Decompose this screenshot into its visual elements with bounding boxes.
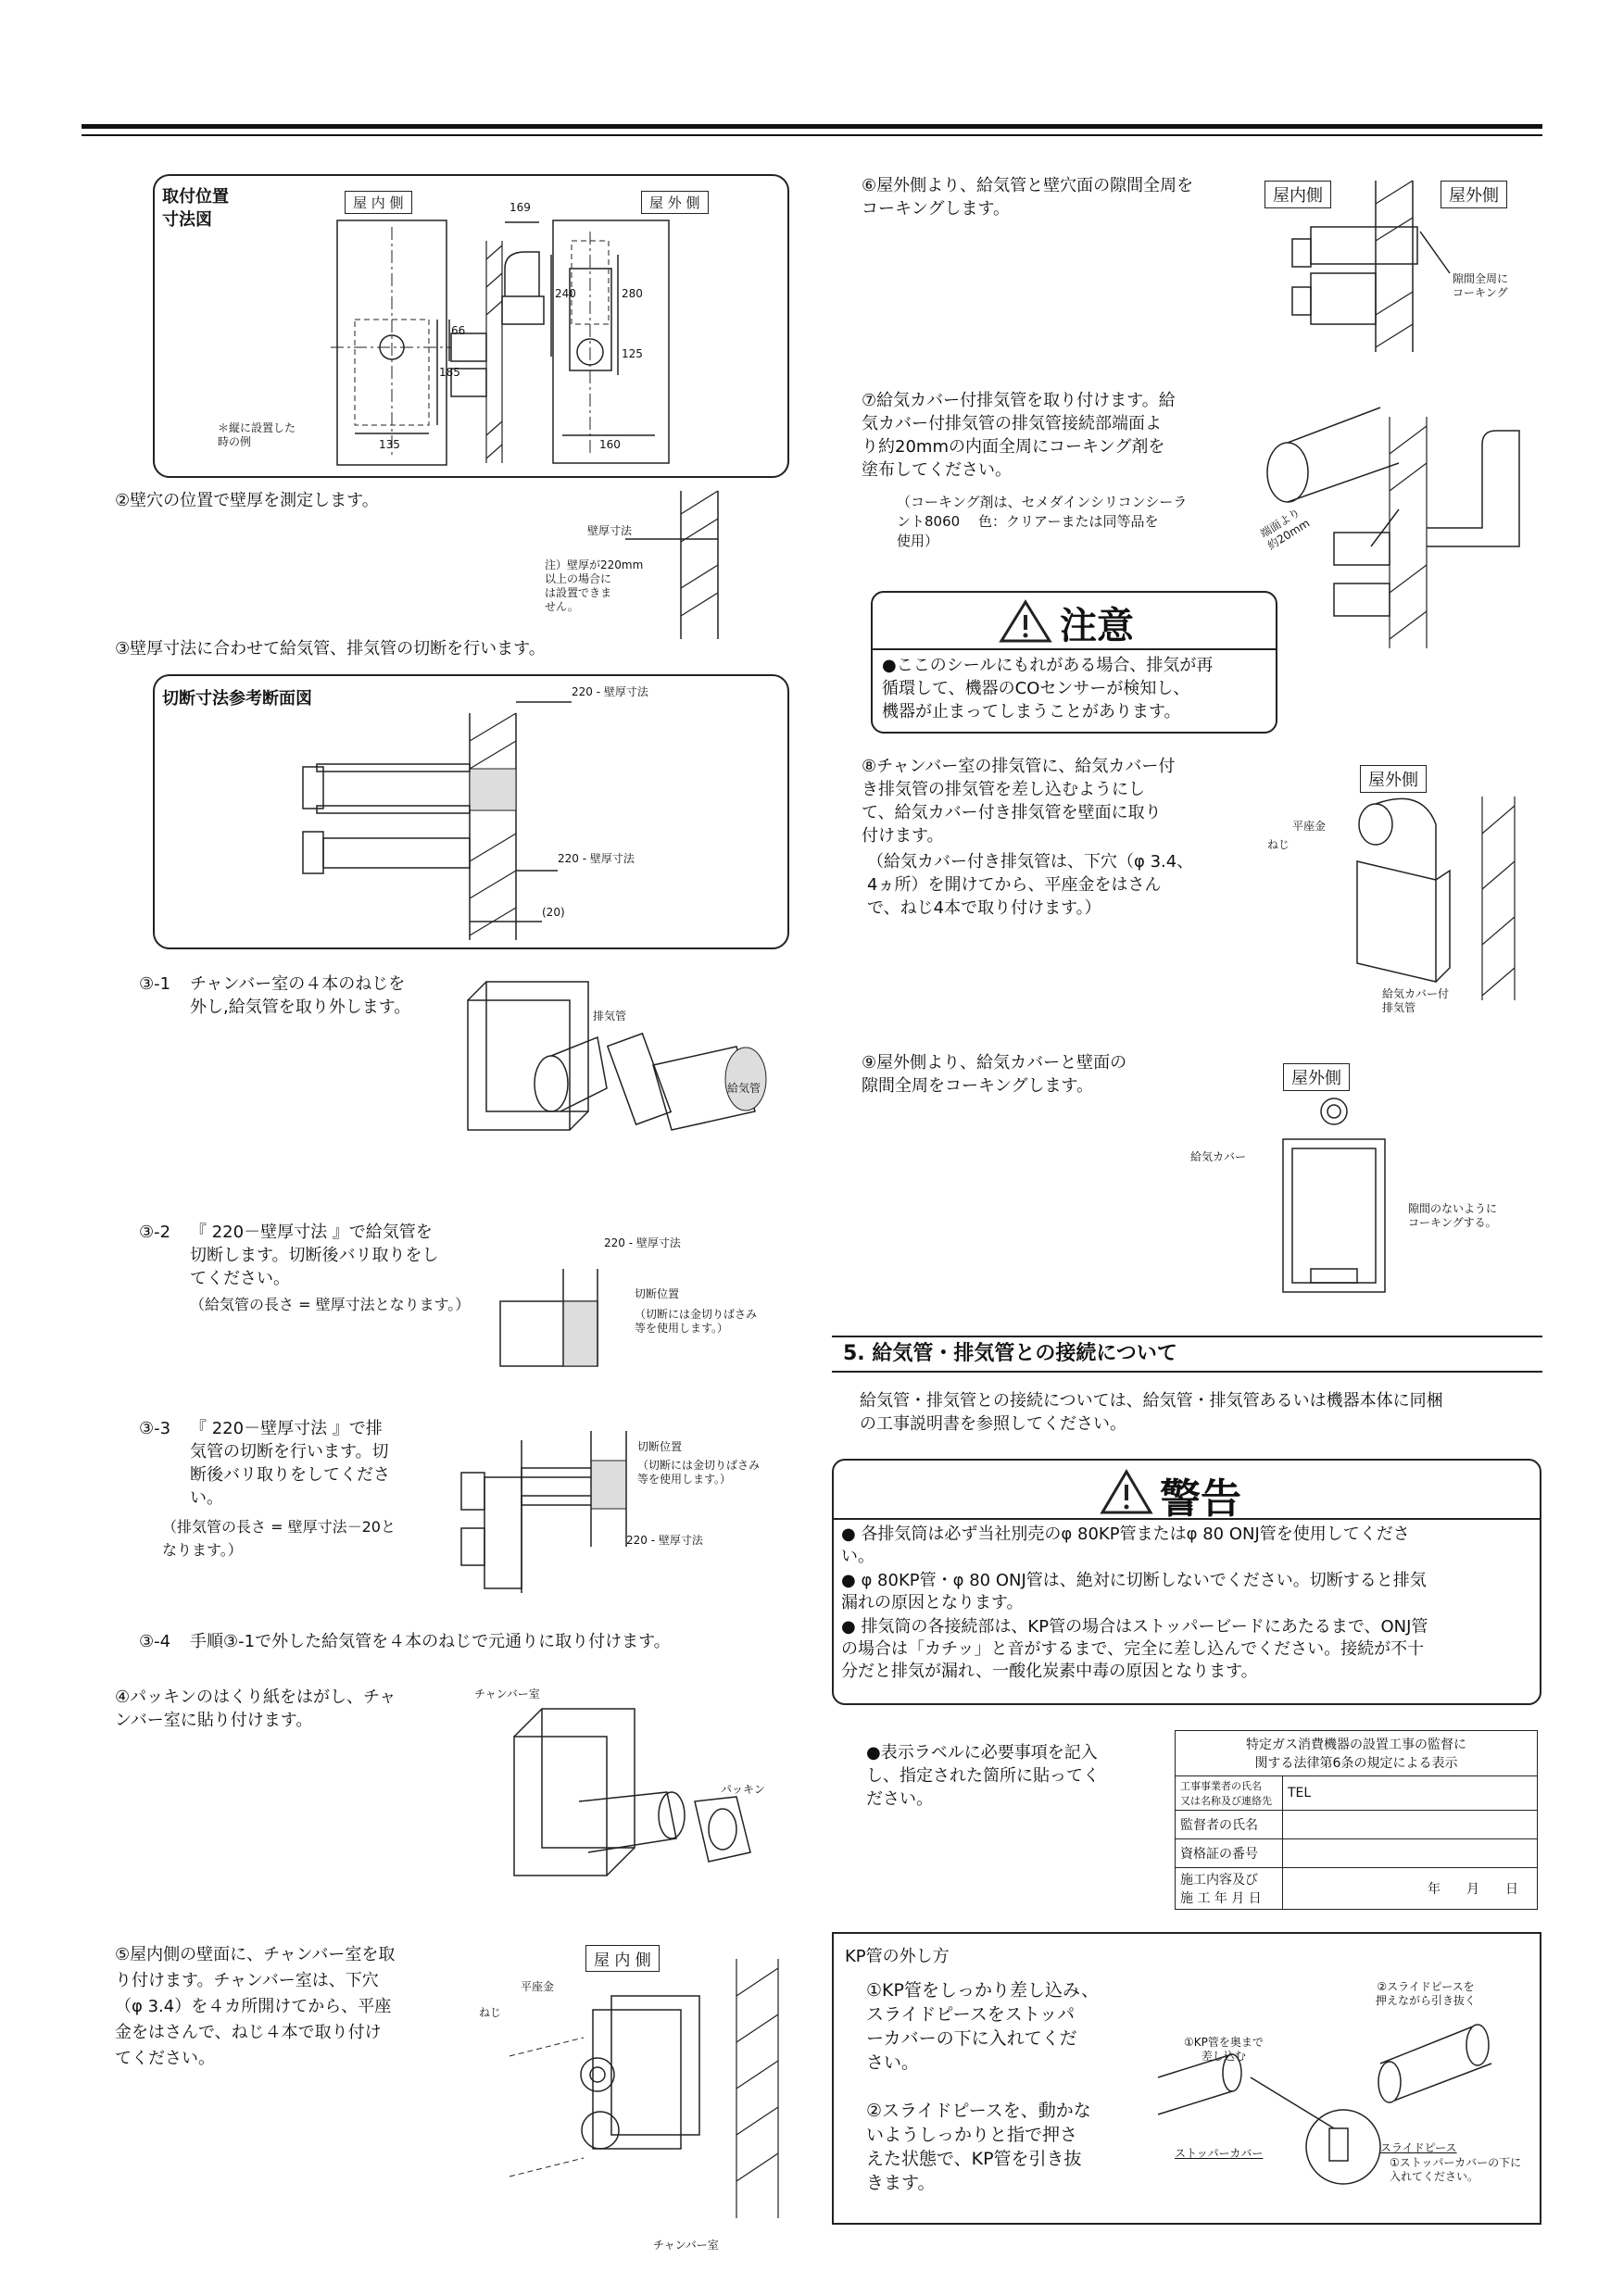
step5-chamber-label: チャンバー室 [653, 2239, 719, 2252]
step9-tag: 屋外側 [1283, 1063, 1350, 1091]
label-table [1175, 1730, 1538, 1910]
label-row-value [1283, 1811, 1538, 1839]
kp-step2: ②スライドピースを、動かな いようしっかりと指で押さ えた状態で、KP管を引き抜 きます。 [866, 2101, 1091, 2193]
step4-packing-label: パッキン [721, 1783, 765, 1796]
step3-3-text: 『 220－壁厚寸法 』で排 気管の切断を行います。切 断後バリ取りをしてくださ い。 [190, 1419, 390, 1508]
step3-1-supply-label: 給気管 [727, 1082, 761, 1095]
step3-2-sub: （給気管の長さ = 壁厚寸法となります。） [190, 1296, 471, 1313]
kp-box [832, 1932, 1541, 2225]
label-row-key: 資格証の番号 [1176, 1839, 1283, 1868]
dim-280: 280 [622, 287, 643, 300]
step7-sub: （コーキング剤は、セメダインシリコンシーラ ント8060 色：クリアーまたは同等品を 使用） [897, 494, 1188, 549]
warning-item-1-text: 各排気筒は必ず当社別売のφ 80KP管またはφ 80 ONJ管を使用してくださ い。 [841, 1524, 1410, 1566]
step3-1-num: ③-1 [139, 974, 171, 994]
step7-text: ⑦給気カバー付排気管を取り付けます。給 気カバー付排気管の排気管接続部端面よ り約20mmの内面全周にコーキング剤を 塗布してください。 [862, 391, 1176, 480]
section5-rule-bottom [832, 1371, 1542, 1373]
kp-label-slide-note: ①ストッパーカバーの下に 入れてください。 [1390, 2156, 1522, 2183]
cut-dimension-box [153, 674, 789, 949]
dim-125: 125 [622, 347, 643, 360]
step8-drawing [1283, 778, 1524, 1010]
cut-dimension-drawing [155, 676, 787, 947]
step3-4-text: 手順③-1で外した給気管を４本のねじで元通りに取り付けます。 [190, 1632, 671, 1651]
step8-sub: （給気カバー付き排気管は、下穴（φ 3.4、 4ヵ所）を開けてから、平座金をはさん で、ねじ4本で取り付けます。） [867, 852, 1194, 918]
step3-2-text: 『 220－壁厚寸法 』で給気管を 切断します。切断後バリ取りをし てください。 [190, 1223, 439, 1288]
warning-triangle-icon [998, 598, 1053, 645]
step9-cover-label: 給気カバー [1190, 1150, 1247, 1163]
top-rule-thick [82, 124, 1542, 129]
step3-text: ③壁厚寸法に合わせて給気管、排気管の切断を行います。 [115, 639, 546, 659]
warning-title: 警告 [1160, 1475, 1241, 1523]
warning-divider [834, 1518, 1540, 1520]
step6-drawing [1283, 176, 1505, 361]
step6-tag-in: 屋内側 [1264, 181, 1331, 208]
label-row-key: 施工内容及び 施 工 年 月 日 [1176, 1868, 1283, 1910]
step5-washer-label: 平座金 [521, 1980, 555, 1993]
step3-2-dim: 220 - 壁厚寸法 [604, 1236, 681, 1249]
step8-washer-label: 平座金 [1292, 820, 1327, 833]
cut-dimension-title: 切断寸法参考断面図 [162, 689, 312, 709]
warning-box [832, 1459, 1541, 1705]
mounting-dimension-box [153, 174, 789, 478]
cut-dim-3: (20) [542, 906, 565, 919]
warning-triangle-icon [1099, 1468, 1154, 1516]
tag-outside: 屋 外 側 [641, 191, 709, 214]
step6-text: ⑥屋外側より、給気管と壁穴面の隙間全周を コーキングします。 [862, 176, 1194, 219]
tag-inside: 屋 内 側 [345, 191, 412, 214]
step5-text: ⑤屋内側の壁面に、チャンバー室を取 り付けます。チャンバー室は、下穴 （φ 3.4）を４カ所開けてから、平座 金をはさんで、ねじ４本で取り付け てください。 [115, 1945, 396, 2068]
step8-text: ⑧チャンバー室の排気管に、給気カバー付 き排気管の排気管を差し込むようにし て、給気カバー付き排気管を壁面に取り 付けます。 [862, 757, 1176, 846]
label-table-title: 特定ガス消費機器の設置工事の監督に 関する法律第6条の規定による表示 [1176, 1731, 1538, 1776]
vertical-install-note: ＊縦に設置した 時の例 [218, 421, 296, 448]
step6-tag-out: 屋外側 [1441, 181, 1507, 208]
label-row-value [1283, 1839, 1538, 1868]
step3-3-num: ③-3 [139, 1419, 171, 1438]
step3-3-cut: 切断位置 [637, 1440, 683, 1453]
kp-label-slide: スライドピース [1380, 2141, 1457, 2154]
section5-rule-top [832, 1336, 1542, 1337]
step3-2-cut: 切断位置 [635, 1287, 680, 1300]
step9-note: 隙間のないように コーキングする。 [1408, 1202, 1498, 1229]
kp-title: KP管の外し方 [845, 1947, 950, 1966]
step3-3-dim: 220 - 壁厚寸法 [626, 1534, 703, 1547]
dim-66: 66 [451, 324, 466, 337]
step3-1-drawing [459, 972, 764, 1148]
caution-box [871, 591, 1277, 734]
label-row-value: TEL [1283, 1776, 1538, 1811]
step5-drawing [482, 1940, 806, 2218]
kp-label-a: ②スライドピースを 押えながら引き抜く [1376, 1980, 1477, 2007]
step9-drawing [1274, 1093, 1413, 1297]
wall-thickness-drawing [662, 486, 774, 644]
step6-note: 隙間全周に コーキング [1453, 272, 1509, 299]
warning-item-2-text: φ 80KP管・φ 80 ONJ管は、絶対に切断しないでください。切断すると排気 漏れの原因となります。 [841, 1571, 1427, 1612]
dim-169: 169 [510, 201, 531, 214]
step4-text: ④パッキンのはくり紙をはがし、チャ ンバー室に貼り付けます。 [115, 1687, 396, 1730]
kp-step1: ①KP管をしっかり差し込み、 スライドピースをストッパ ーカバーの下に入れてくだ さい。 [866, 1980, 1100, 2073]
section5-title: 5. 給気管・排気管との接続について [843, 1342, 1177, 1365]
warning-item-2: ● φ 80KP管・φ 80 ONJ管は、絶対に切断しないでください。切断すると排気 漏れの原因となります。 [841, 1571, 1427, 1612]
caution-text: ●ここのシールにもれがある場合、排気が再 循環して、機器のCOセンサーが検知し、 機器が止まってしまうことがあります。 [882, 656, 1214, 721]
step4-chamber-label: チャンバー室 [474, 1687, 540, 1700]
step3-2-cut-note: （切断には金切りばさみ 等を使用します。） [635, 1308, 758, 1335]
step3-3-drawing [443, 1422, 647, 1598]
label-row-key: 工事事業者の氏名 又は名称及び連絡先 [1176, 1776, 1283, 1811]
step9-text: ⑨屋外側より、給気カバーと壁面の 隙間全周をコーキングします。 [862, 1053, 1127, 1096]
warning-item-1: ● 各排気筒は必ず当社別売のφ 80KP管またはφ 80 ONJ管を使用してくださ い。 [841, 1524, 1410, 1566]
step5-tag: 屋 内 側 [585, 1945, 660, 1972]
step8-tag: 屋外側 [1360, 765, 1427, 793]
kp-label-b: ①KP管を奥まで 差し込む [1184, 2036, 1264, 2063]
step2-wall-label: 壁厚寸法 [587, 524, 633, 537]
step3-2-num: ③-2 [139, 1223, 171, 1242]
step8-pipe-label: 給気カバー付 排気管 [1382, 987, 1450, 1014]
step8-screw-label: ねじ [1267, 838, 1290, 851]
cut-dim-2: 220 - 壁厚寸法 [558, 852, 635, 865]
label-row-value: 年 月 日 [1283, 1868, 1538, 1910]
step3-4-num: ③-4 [139, 1632, 171, 1651]
warning-item-3-text: 排気筒の各接続部は、KP管の場合はストッパービードにあたるまで、ONJ管 の場合は「カチッ」と音がするまで、完全に差し込んでください。接続が不十 分だと排気が漏れ、一酸化炭素中毒の原因となります。 [841, 1617, 1428, 1681]
step3-1-text: チャンバー室の４本のねじを 外し,給気管を取り外します。 [190, 974, 411, 1017]
caution-header [873, 593, 1276, 646]
dim-160: 160 [599, 438, 621, 451]
top-rule-thin [82, 134, 1542, 136]
step4-drawing [505, 1700, 783, 1894]
caution-divider [873, 648, 1276, 650]
section5-text: 給気管・排気管との接続については、給気管・排気管あるいは機器本体に同梱 の工事説明書を参照してください。 [860, 1391, 1443, 1434]
dim-135: 135 [379, 438, 400, 451]
step3-3-sub: （排気管の長さ = 壁厚寸法－20と なります。） [162, 1518, 396, 1559]
step7-drawing [1257, 408, 1529, 648]
step5-screw-label: ねじ [479, 2006, 502, 2019]
step2-text: ②壁穴の位置で壁厚を測定します。 [115, 491, 379, 510]
mounting-dimension-title: 取付位置 寸法図 [162, 187, 229, 230]
dim-185: 185 [439, 366, 460, 379]
cut-dim-1: 220 - 壁厚寸法 [572, 685, 648, 698]
caution-title: 注意 [1060, 605, 1134, 647]
step3-1-exhaust-label: 排気管 [593, 1010, 627, 1023]
kp-label-stopper: ストッパーカバー [1175, 2147, 1264, 2160]
label-row-key: 監督者の氏名 [1176, 1811, 1283, 1839]
dim-240: 240 [555, 287, 576, 300]
step3-3-cut-note: （切断には金切りばさみ 等を使用します。） [637, 1459, 761, 1486]
label-note-text: ●表示ラベルに必要事項を記入 し、指定された箇所に貼ってく ださい。 [866, 1743, 1100, 1809]
kp-drawing [1158, 1989, 1529, 2193]
warning-item-3: ● 排気筒の各接続部は、KP管の場合はストッパービードにあたるまで、ONJ管 の場合は「カチッ」と音がするまで、完全に差し込んでください。接続が不十 分だと排気が漏れ、一酸化炭素中毒の原因となります。 [841, 1617, 1428, 1681]
step3-2-drawing [500, 1269, 639, 1371]
step2-note: 注）壁厚が220mm 以上の場合に は設置できま せん。 [545, 558, 644, 613]
step7-dim-label: 端面より 約20mm [1257, 506, 1313, 553]
